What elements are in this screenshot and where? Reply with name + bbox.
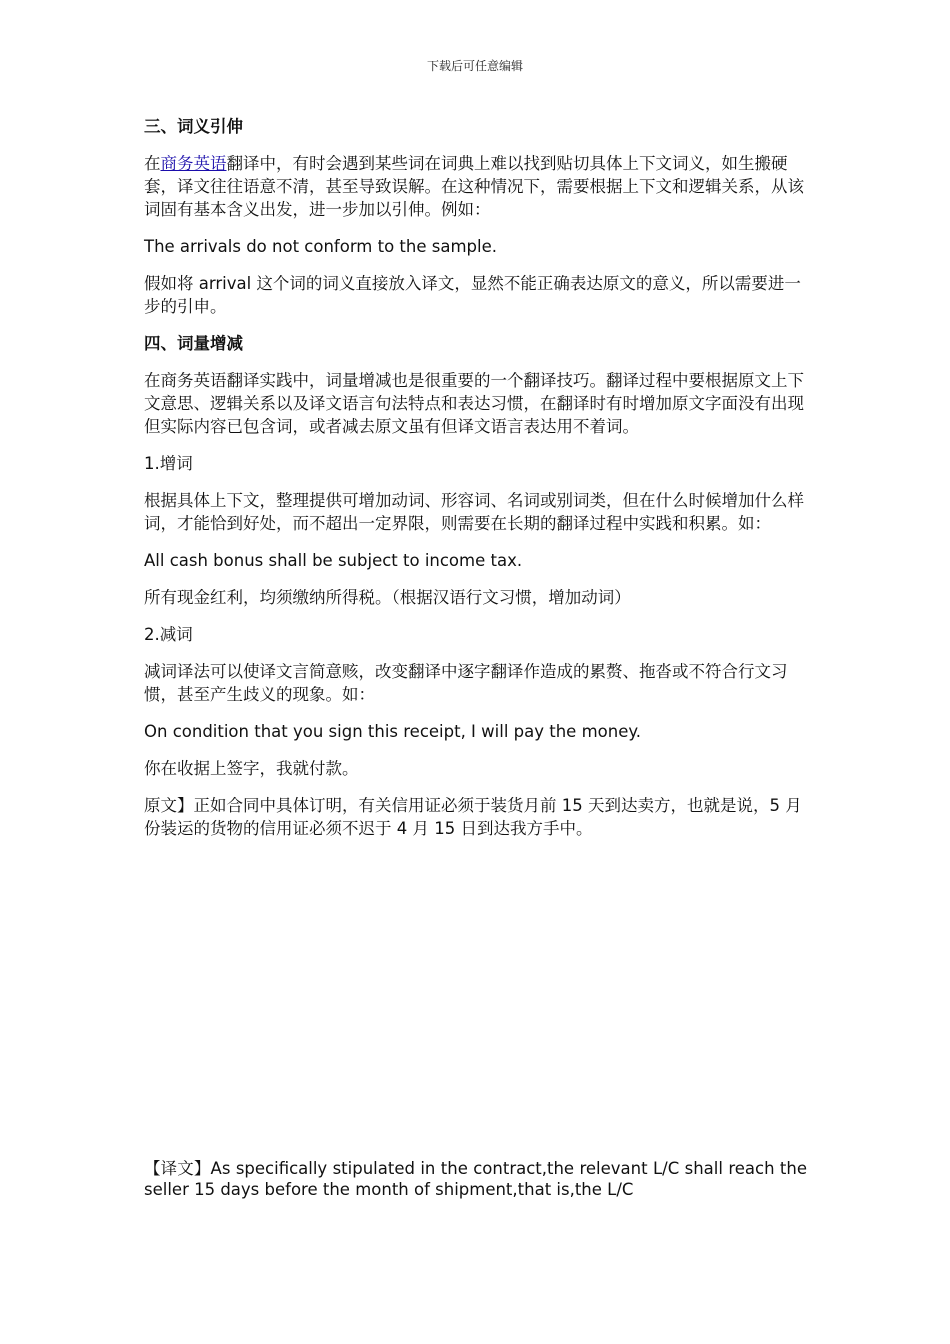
example-receipt-zh: 你在收据上签字，我就付款。 bbox=[144, 759, 359, 778]
subheading-reduce-words: 2.减词 bbox=[144, 625, 193, 644]
section-heading-word-count: 四、词量增减 bbox=[144, 334, 243, 353]
paragraph-original-text: 原文】正如合同中具体订明，有关信用证必须于装货月前 15 天到达卖方，也就是说，5 月份装运的货物的信用证必须不迟于 4 月 15 日到达我方手中。 bbox=[144, 796, 802, 838]
paragraph-reduce-words: 减词译法可以使译文言简意赅，改变翻译中逐字翻译作造成的累赘、拖沓或不符合行文习惯，甚至产生歧义的现象。如： bbox=[144, 662, 788, 704]
paragraph-word-extension bbox=[144, 152, 807, 221]
example-cash-bonus-zh: 所有现金红利，均须缴纳所得税。（根据汉语行文习惯，增加动词） bbox=[144, 588, 631, 607]
paragraph-arrival-explanation: 假如将 arrival 这个词的词义直接放入译文，显然不能正确表达原文的意义，所以需要进一步的引申。 bbox=[144, 274, 801, 316]
section-heading-word-extension: 三、词义引伸 bbox=[144, 117, 243, 136]
paragraph-rest: 翻译中，有时会遇到某些词在词典上难以找到贴切具体上下文词义，如生搬硬套，译文往往语意不清，甚至导致误解。在这种情况下，需要根据上下文和逻辑关系，从该词固有基本含义出发，进一步加以引伸。例如： bbox=[144, 154, 804, 219]
translation-paragraph: 【译文】As specifically stipulated in the contract,the relevant L/C shall reach the seller 15 days before the month of shipment,that is,the L/C bbox=[144, 1159, 807, 1199]
example-arrivals: The arrivals do not conform to the sample. bbox=[144, 237, 497, 256]
page-header-note: 下载后可任意编辑 bbox=[426, 59, 523, 73]
example-receipt-en: On condition that you sign this receipt, I will pay the money. bbox=[144, 722, 642, 741]
example-cash-bonus-en: All cash bonus shall be subject to income tax. bbox=[144, 551, 523, 570]
paragraph-word-count-intro: 在商务英语翻译实践中，词量增减也是很重要的一个翻译技巧。翻译过程中要根据原文上下文意思、逻辑关系以及译文语言句法特点和表达习惯，在翻译时有时增加原文字面没有出现但实际内容已包含词，或者减去原文虽有但译文语言表达用不着词。 bbox=[144, 371, 804, 436]
document-body bbox=[144, 115, 807, 854]
business-english-link[interactable]: 商务英语 bbox=[160, 154, 227, 173]
paragraph-add-words: 根据具体上下文，整理提供可增加动词、形容词、名词或别词类，但在什么时候增加什么样词，才能恰到好处，而不超出一定界限，则需要在长期的翻译过程中实践和积累。如： bbox=[144, 491, 804, 533]
subheading-add-words: 1.增词 bbox=[144, 454, 193, 473]
paragraph-prefix: 在 bbox=[144, 154, 161, 173]
